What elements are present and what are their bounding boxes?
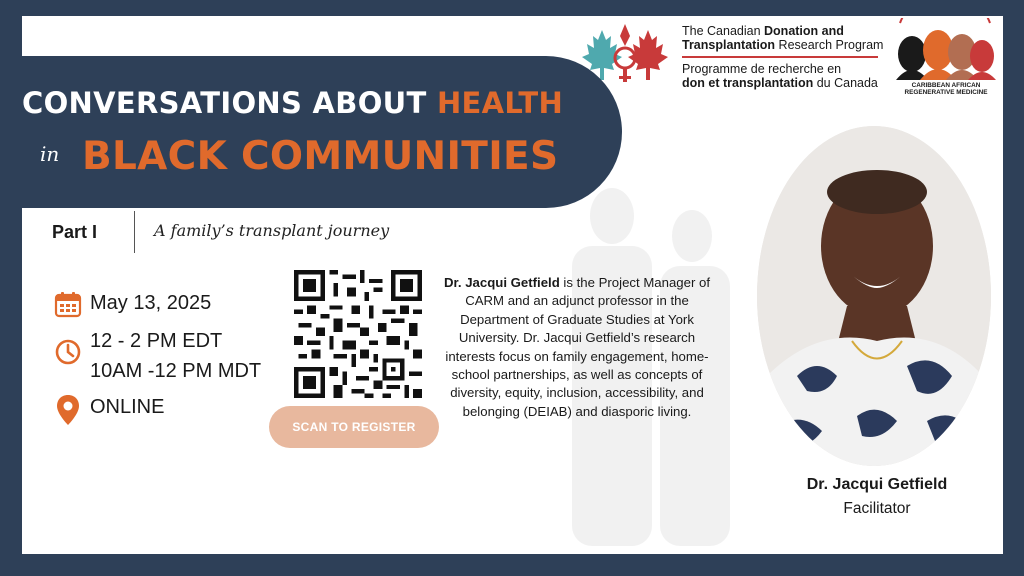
event-time-edt: 12 - 2 PM EDT <box>90 330 223 352</box>
calendar-icon <box>54 290 82 318</box>
event-time-row <box>54 328 261 384</box>
qr-code[interactable] <box>294 270 422 398</box>
title-connector: in <box>40 142 60 166</box>
divider <box>134 211 135 253</box>
facilitator-role: Facilitator <box>843 500 911 517</box>
title-subheading: BLACK COMMUNITIES <box>82 134 559 179</box>
event-time-mdt: 10AM -12 PM MDT <box>90 360 262 382</box>
event-flyer <box>22 16 1003 554</box>
org-divider <box>682 56 878 58</box>
facilitator-bio: Dr. Jacqui Getfield is the Project Manager of CARM and an adjunct professor in the Department of Graduate Studies at York University. Dr. Jacqui Getfield’s research interests focus on family engagement, home-school partnerships, as well as concepts of diversity, equity, inclusion, accessibility, and belonging (DEIAB) and diasporic living. <box>443 275 711 419</box>
title-banner <box>22 56 622 208</box>
clock-icon <box>54 338 82 366</box>
page-title: CONVERSATIONS ABOUT HEALTH <box>22 86 564 120</box>
event-location: ONLINE <box>90 396 165 418</box>
event-date: May 13, 2025 <box>90 292 212 314</box>
facilitator-photo <box>757 126 991 466</box>
event-date-row <box>54 290 211 318</box>
event-location-row <box>54 394 164 426</box>
facilitator-name: Dr. Jacqui Getfield <box>806 476 948 493</box>
session-subtitle: A family’s transplant journey <box>154 221 390 240</box>
org-name: The Canadian Donation and Transplantation Research Program Programme de recherche en don et transplantation du Canada <box>682 24 884 90</box>
carm-label: CARIBBEAN AFRICAN REGENERATIVE MEDICINE <box>904 82 988 96</box>
scan-to-register-button[interactable]: SCAN TO REGISTER <box>269 406 439 448</box>
session-part: Part I <box>52 222 98 242</box>
portrait-illustration <box>757 126 991 466</box>
location-pin-icon <box>54 394 82 426</box>
